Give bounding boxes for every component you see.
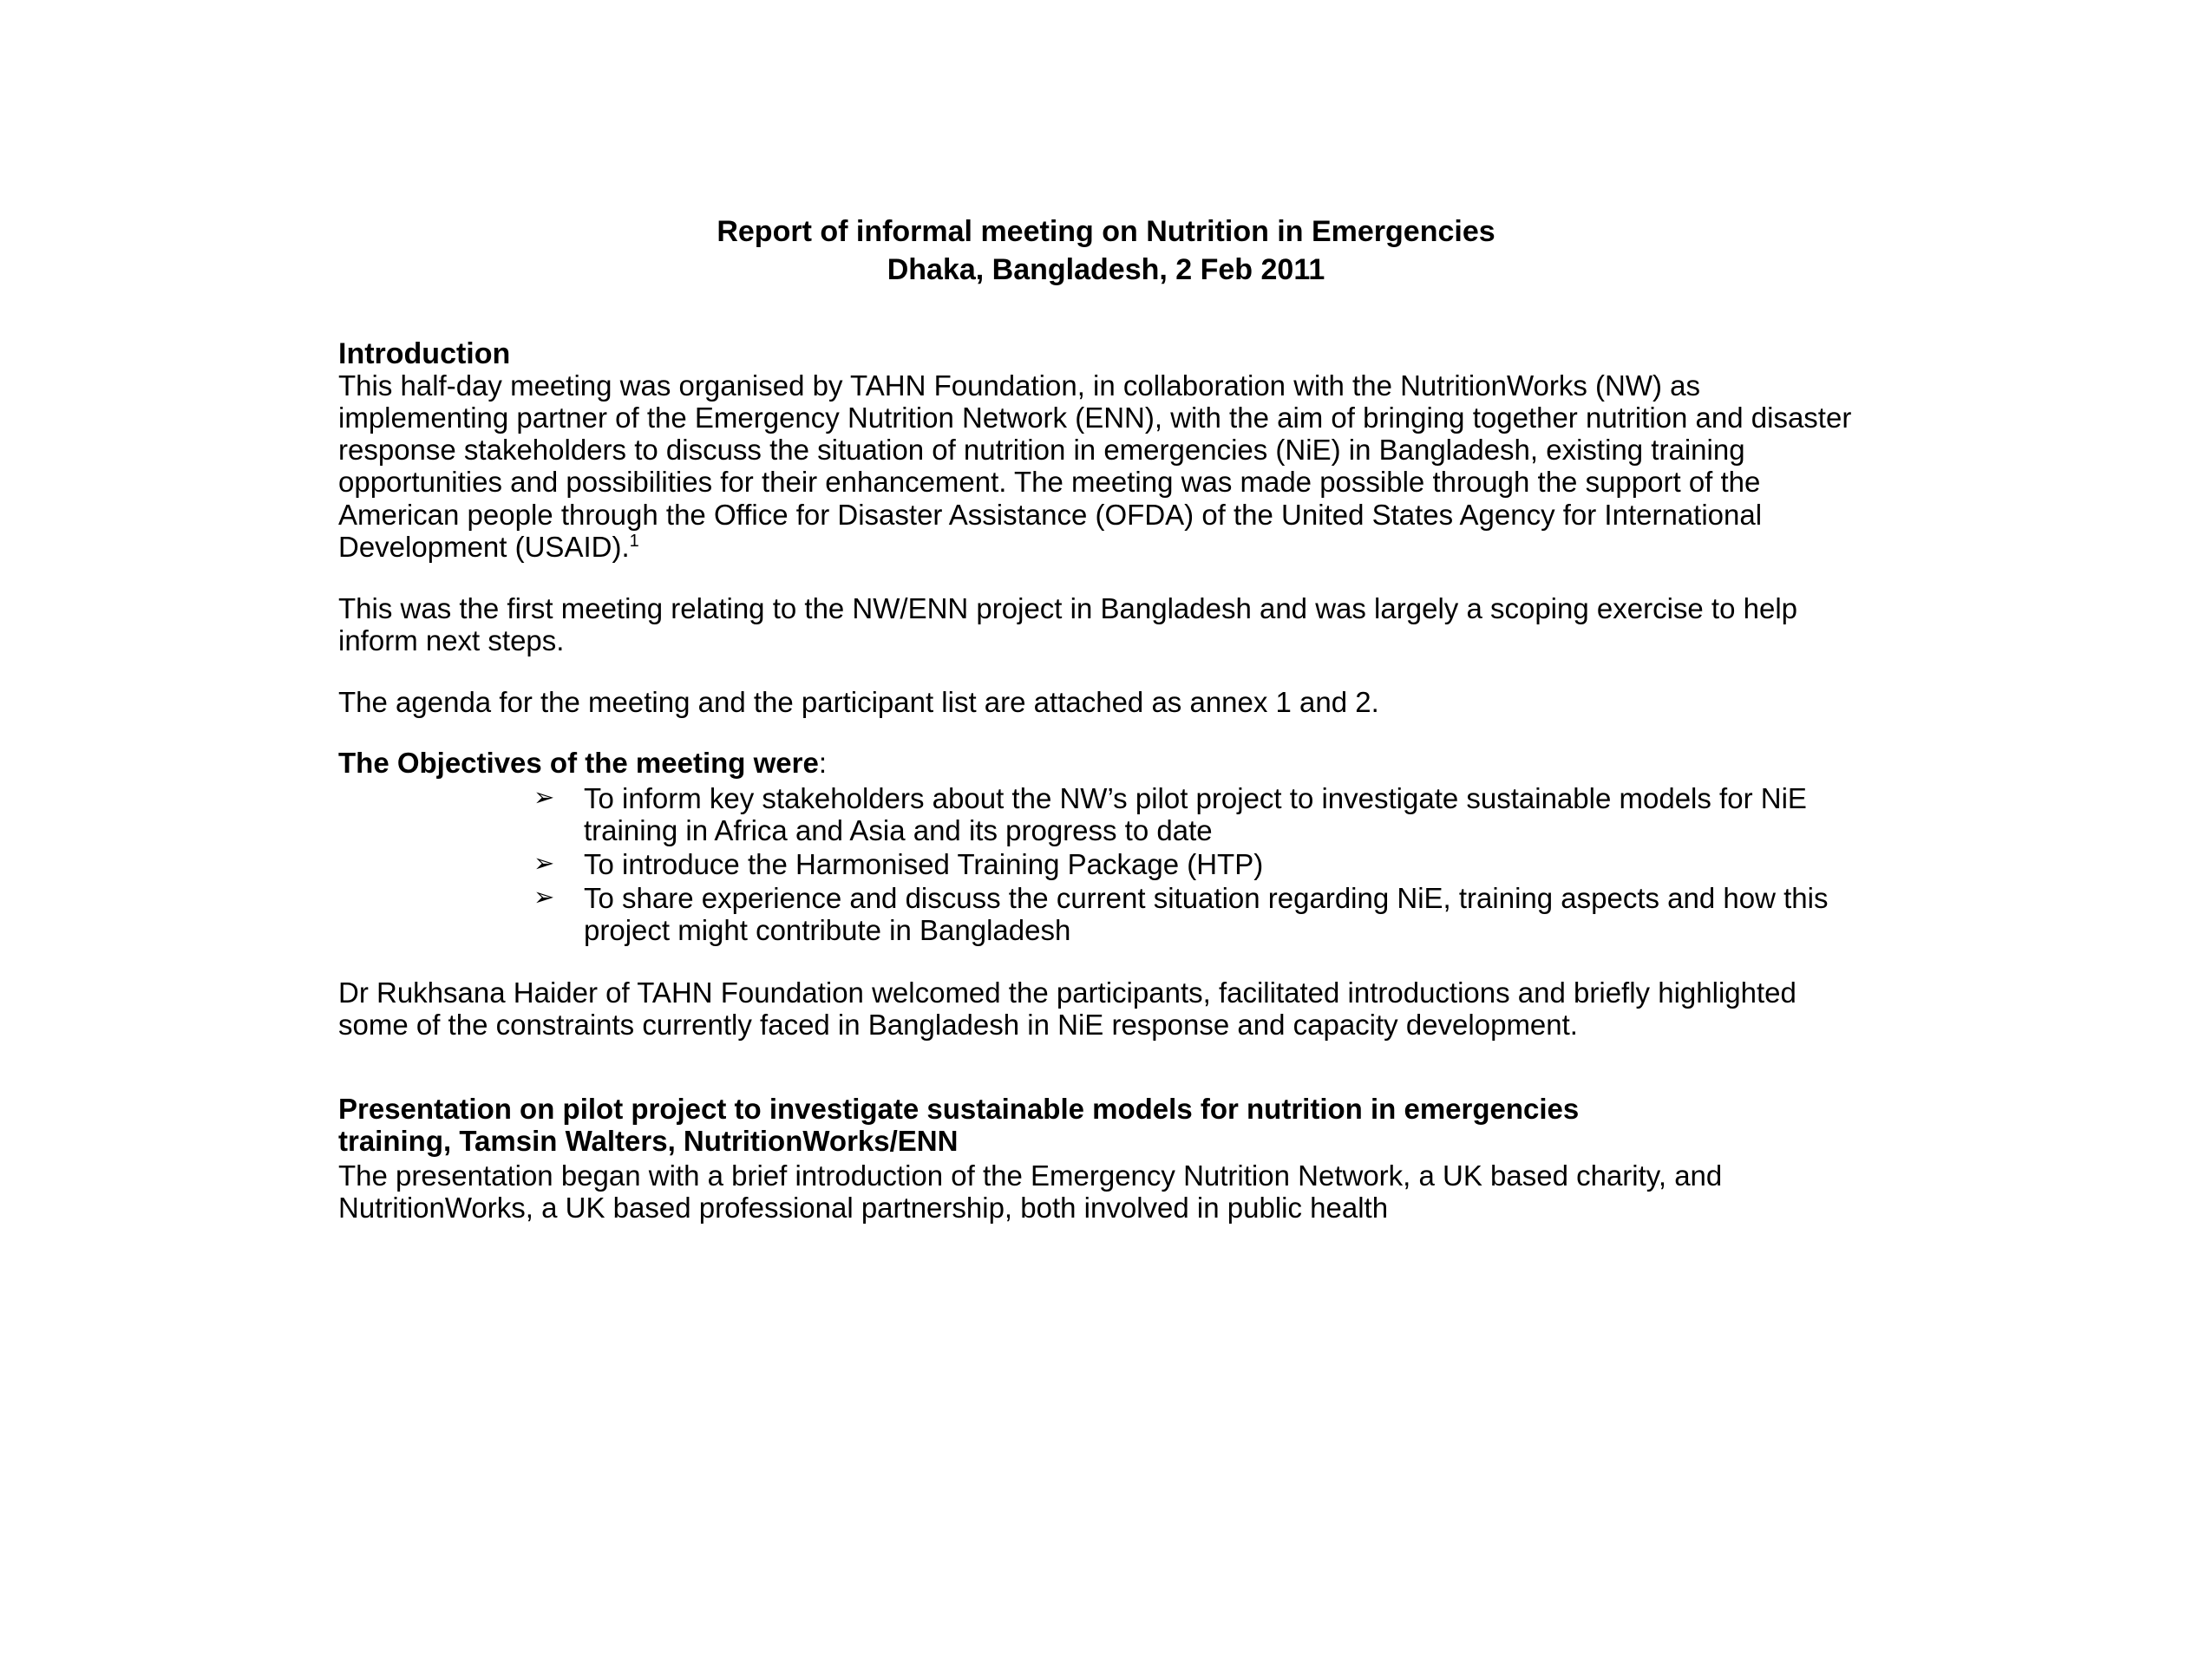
paragraph-introduction-2: This was the first meeting relating to the NW/ENN project in Bangladesh and was largely a scoping exercise to help inform next steps.	[338, 591, 1798, 656]
objectives-list	[338, 783, 1874, 947]
heading-presentation	[338, 1093, 1874, 1158]
heading-objectives	[338, 748, 1874, 780]
list-item	[533, 783, 1874, 847]
heading-objectives-bold: The Objectives of the meeting were	[338, 747, 819, 780]
list-item	[533, 883, 1874, 947]
arrow-bullet-icon: ➢	[533, 883, 555, 911]
paragraph-introduction-3: The agenda for the meeting and the participant list are attached as annex 1 and 2.	[338, 686, 1379, 719]
paragraph-introduction-1-text: This half-day meeting was organised by TAHN Foundation, in collaboration with the NutritionWorks (NW) as implementing partner of the Emergency Nutrition Network (ENN), with the aim of bringing together nutrition and disaster response stakeholders to discuss the situation of nutrition in emergencies (NiE) in Bangladesh, existing training opportunities and possibilities for their enhancement. The meeting was made possible through the support of the American people through the Office for Disaster Assistance (OFDA) of the United States Agency for International Development (USAID).	[338, 369, 1852, 563]
heading-presentation-line-1: Presentation on pilot project to investigate sustainable models for nutrition in emergencies	[338, 1093, 1580, 1126]
heading-objectives-colon: :	[818, 747, 827, 780]
heading-introduction: Introduction	[338, 337, 511, 370]
paragraph-introduction-1	[338, 369, 1874, 563]
paragraph-welcome: Dr Rukhsana Haider of TAHN Foundation welcomed the participants, facilitated introductions and briefly highlighted some of the constraints currently faced in Bangladesh in NiE response and capacity development.	[338, 976, 1796, 1041]
arrow-bullet-icon: ➢	[533, 850, 555, 878]
page-title-line-2: Dhaka, Bangladesh, 2 Feb 2011	[887, 253, 1325, 286]
page-title-line-1: Report of informal meeting on Nutrition in Emergencies	[717, 215, 1495, 248]
footnote-marker-1: 1	[629, 531, 639, 551]
list-item-label: To share experience and discuss the current situation regarding NiE, training aspects and how this project might contribute in Bangladesh	[584, 881, 1829, 946]
list-item-label: To inform key stakeholders about the NW’s pilot project to investigate sustainable models for NiE training in Africa and Asia and its progress to date	[584, 782, 1807, 847]
heading-presentation-line-2: training, Tamsin Walters, NutritionWorks/ENN	[338, 1125, 959, 1158]
paragraph-presentation: The presentation began with a brief introduction of the Emergency Nutrition Network, a UK based charity, and NutritionWorks, a UK based professional partnership, both involved in public health	[338, 1159, 1723, 1224]
arrow-bullet-icon: ➢	[533, 784, 555, 813]
list-item-label: To introduce the Harmonised Training Package (HTP)	[584, 848, 1264, 881]
page-title	[338, 217, 1874, 284]
list-item	[533, 849, 1874, 881]
